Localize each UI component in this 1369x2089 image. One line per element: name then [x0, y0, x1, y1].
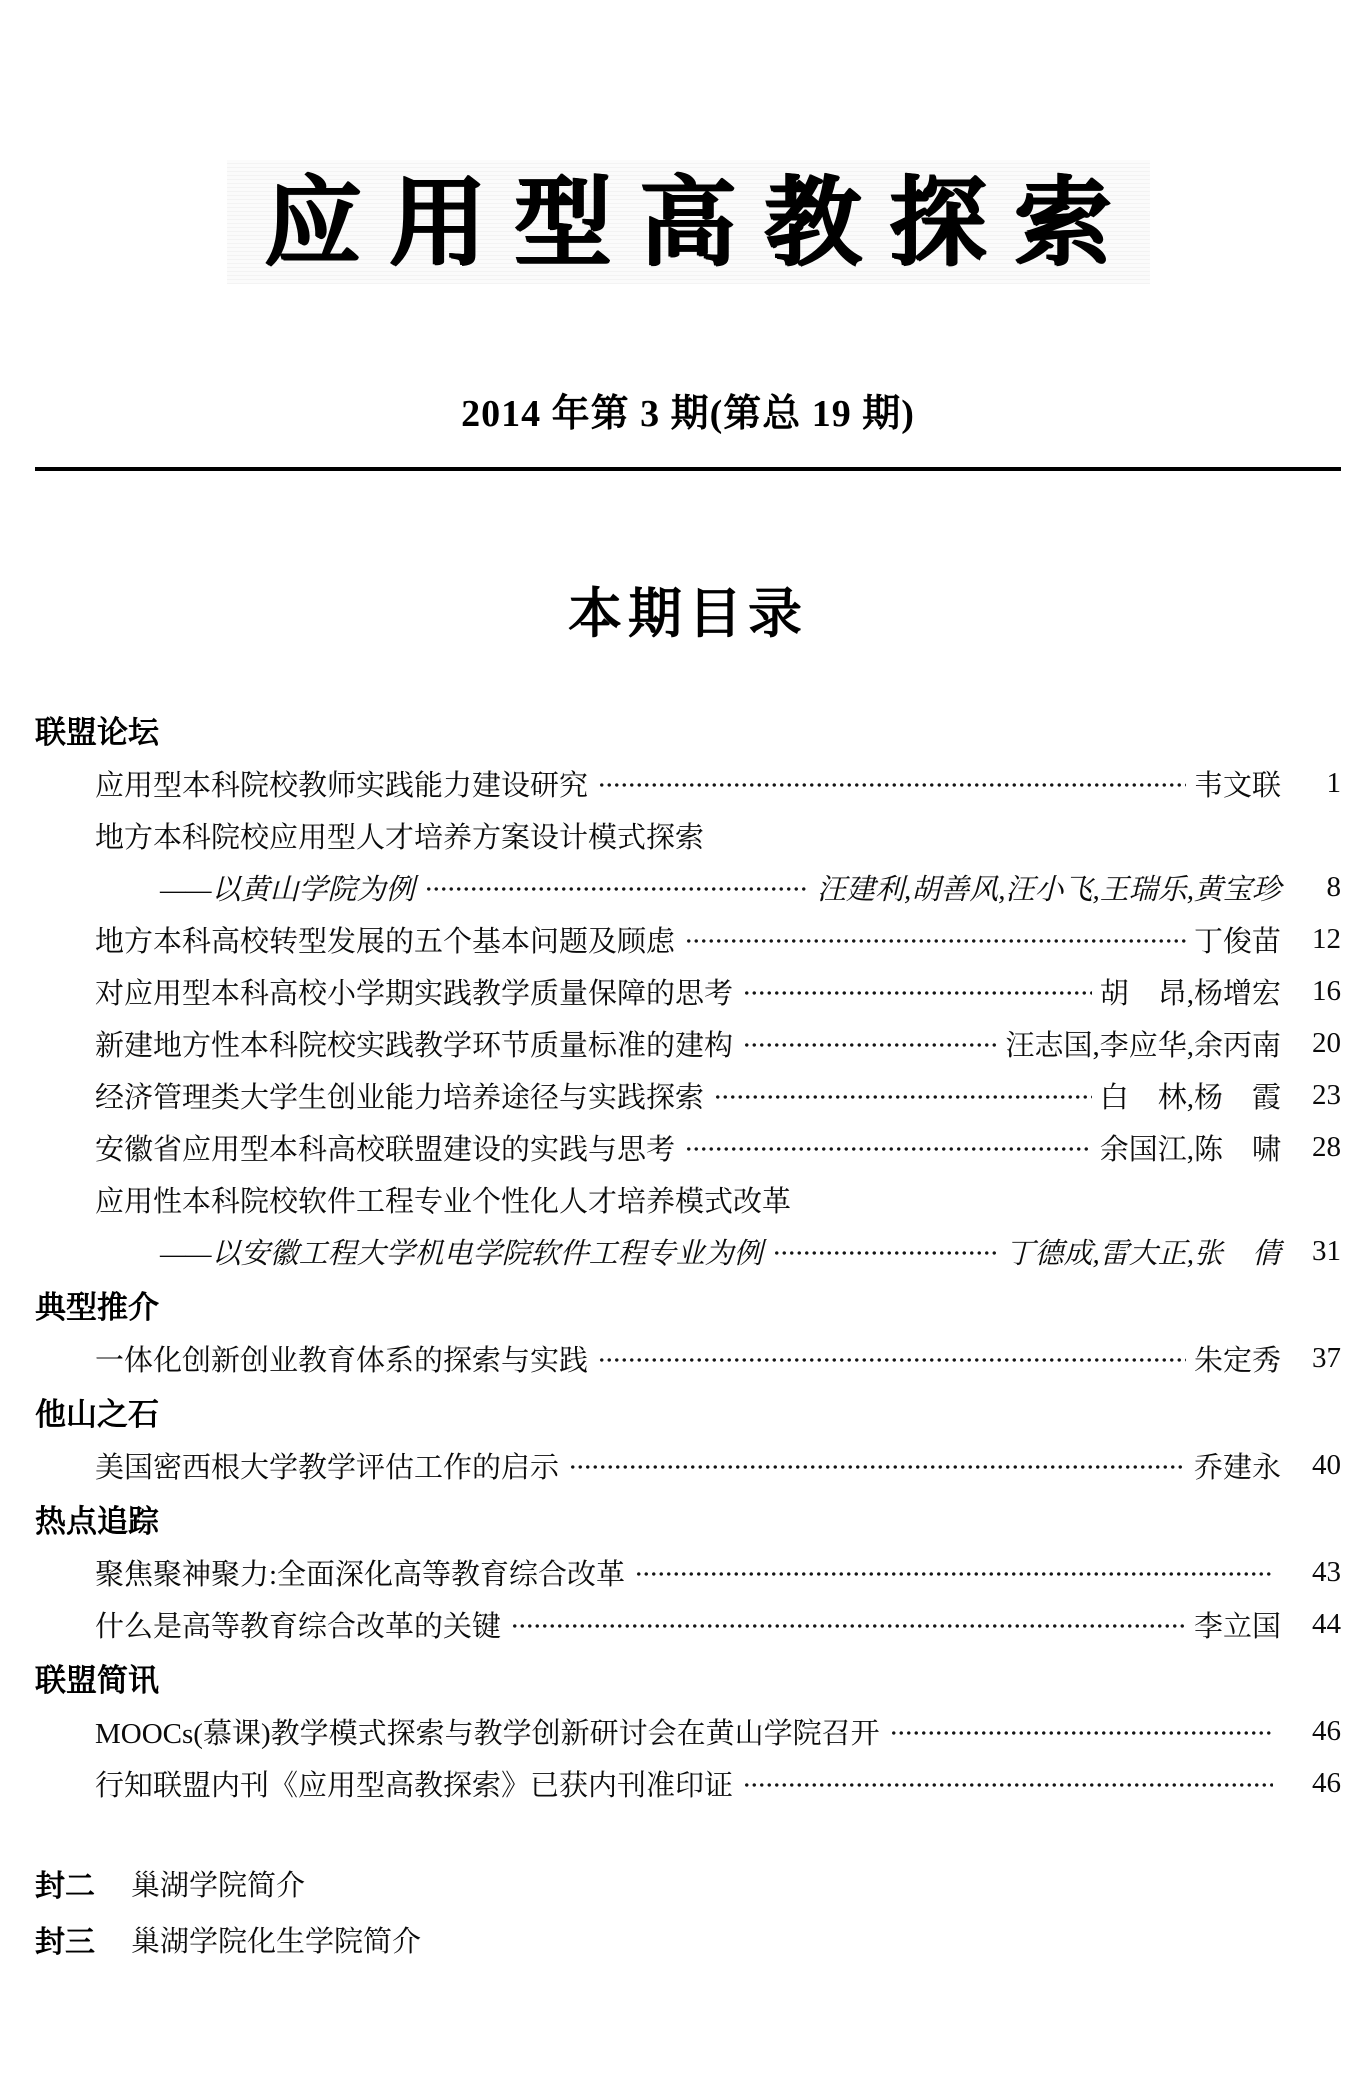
- toc-entry-row: [35, 1598, 1341, 1650]
- entry-dot-leader: [890, 1731, 1273, 1735]
- entry-title: ——以安徽工程大学机电学院软件工程专业为例: [160, 1237, 763, 1270]
- entry-authors: 丁俊苗: [1193, 925, 1281, 958]
- cover-note-label: 封二: [35, 1869, 95, 1905]
- toc-entry-row: [35, 809, 1341, 861]
- entry-page-number: 46: [1312, 1714, 1341, 1747]
- toc-entry-row: [35, 1017, 1341, 1069]
- toc-entry-row: [35, 861, 1341, 913]
- entry-page-number: 43: [1312, 1555, 1341, 1588]
- entry-dot-leader: [425, 887, 809, 891]
- cover-note-row: [35, 1911, 1341, 1967]
- entry-dot-leader: [773, 1251, 998, 1255]
- journal-masthead-calligraphy: 应用型高教探索: [227, 160, 1150, 284]
- toc-entry-row: [35, 1069, 1341, 1121]
- entry-authors: 丁德成,雷大正,张 倩: [1005, 1237, 1281, 1270]
- entry-dot-leader: [743, 991, 1092, 995]
- entry-page-number: 8: [1326, 870, 1341, 903]
- entry-title: 地方本科高校转型发展的五个基本问题及顾虑: [95, 925, 676, 958]
- entry-dot-leader: [714, 1095, 1092, 1099]
- entry-title: 行知联盟内刊《应用型高教探索》已获内刊准印证: [95, 1769, 734, 1802]
- toc-entry-row: [35, 1439, 1341, 1491]
- entry-dot-leader: [743, 1043, 997, 1047]
- entry-authors: 余国江,陈 啸: [1099, 1133, 1281, 1166]
- cover-note-row: [35, 1855, 1341, 1911]
- entry-title: 应用性本科院校软件工程专业个性化人才培养模式改革: [95, 1185, 792, 1218]
- toc-entry-row: [35, 757, 1341, 809]
- entry-title: 美国密西根大学教学评估工作的启示: [95, 1451, 560, 1484]
- entry-title: 经济管理类大学生创业能力培养途径与实践探索: [95, 1081, 705, 1114]
- entry-title: 应用型本科院校教师实践能力建设研究: [95, 769, 589, 802]
- toc-entry-row: [35, 965, 1341, 1017]
- toc-entry-row: [35, 1546, 1341, 1598]
- entry-dot-leader: [685, 1147, 1092, 1151]
- entry-page-number: 44: [1312, 1607, 1341, 1640]
- toc: [35, 702, 1341, 1809]
- entry-title: 地方本科院校应用型人才培养方案设计模式探索: [95, 821, 705, 854]
- section-row: [35, 1384, 1341, 1439]
- section-row: [35, 702, 1341, 757]
- entry-dot-leader: [743, 1783, 1273, 1787]
- entry-title: 一体化创新创业教育体系的探索与实践: [95, 1344, 589, 1377]
- section-title: 典型推介: [35, 1290, 159, 1327]
- entry-title: 什么是高等教育综合改革的关键: [95, 1610, 502, 1643]
- entry-title: 安徽省应用型本科高校联盟建设的实践与思考: [95, 1133, 676, 1166]
- entry-page-number: 1: [1326, 766, 1341, 799]
- entry-title: ——以黄山学院为例: [160, 873, 415, 906]
- issue-line: 2014 年第 3 期(第总 19 期): [461, 393, 915, 436]
- entry-dot-leader: [569, 1465, 1186, 1469]
- entry-page-number: 40: [1312, 1448, 1341, 1481]
- toc-title: 本期目录: [568, 582, 808, 646]
- entry-title: 新建地方性本科院校实践教学环节质量标准的建构: [95, 1029, 734, 1062]
- entry-dot-leader: [598, 783, 1186, 787]
- section-row: [35, 1650, 1341, 1705]
- cover-notes: [35, 1855, 1341, 1967]
- entry-authors: 韦文联: [1193, 769, 1281, 802]
- masthead-wrap: [35, 0, 1341, 284]
- toc-entry-row: [35, 913, 1341, 965]
- toc-entry-row: [35, 1173, 1341, 1225]
- section-row: [35, 1491, 1341, 1546]
- entry-title: 聚焦聚神聚力:全面深化高等教育综合改革: [95, 1558, 626, 1591]
- toc-entry-row: [35, 1705, 1341, 1757]
- cover-note-text: 巢湖学院化生学院简介: [131, 1925, 422, 1958]
- entry-title: MOOCs(慕课)教学模式探索与教学创新研讨会在黄山学院召开: [95, 1717, 880, 1750]
- entry-page-number: 46: [1312, 1766, 1341, 1799]
- entry-authors: 朱定秀: [1193, 1344, 1281, 1377]
- entry-dot-leader: [511, 1624, 1186, 1628]
- cover-note-text: 巢湖学院简介: [131, 1869, 306, 1902]
- toc-entry-row: [35, 1121, 1341, 1173]
- entry-title: 对应用型本科高校小学期实践教学质量保障的思考: [95, 977, 734, 1010]
- entry-page-number: 28: [1312, 1130, 1341, 1163]
- section-title: 联盟简讯: [35, 1663, 159, 1700]
- toc-entry-row: [35, 1757, 1341, 1809]
- toc-entry-row: [35, 1225, 1341, 1277]
- entry-page-number: 23: [1312, 1078, 1341, 1111]
- entry-dot-leader: [635, 1572, 1273, 1576]
- entry-page-number: 16: [1312, 974, 1341, 1007]
- entry-dot-leader: [685, 939, 1186, 943]
- cover-note-label: 封三: [35, 1925, 95, 1961]
- entry-authors: 汪建利,胡善风,汪小飞,王瑞乐,黄宝珍: [816, 873, 1281, 906]
- toc-entry-row: [35, 1332, 1341, 1384]
- section-title: 热点追踪: [35, 1504, 159, 1541]
- entry-authors: 胡 昂,杨增宏: [1099, 977, 1281, 1010]
- section-title: 他山之石: [35, 1397, 159, 1434]
- entry-page-number: 37: [1312, 1341, 1341, 1374]
- entry-page-number: 12: [1312, 922, 1341, 955]
- entry-page-number: 31: [1312, 1234, 1341, 1267]
- section-row: [35, 1277, 1341, 1332]
- header-divider: [35, 467, 1341, 471]
- section-title: 联盟论坛: [35, 715, 159, 752]
- entry-authors: 汪志国,李应华,余丙南: [1005, 1029, 1281, 1062]
- entry-page-number: 20: [1312, 1026, 1341, 1059]
- entry-authors: 乔建永: [1193, 1451, 1281, 1484]
- entry-authors: 白 林,杨 霞: [1099, 1081, 1281, 1114]
- entry-dot-leader: [598, 1358, 1186, 1362]
- entry-authors: 李立国: [1193, 1610, 1281, 1643]
